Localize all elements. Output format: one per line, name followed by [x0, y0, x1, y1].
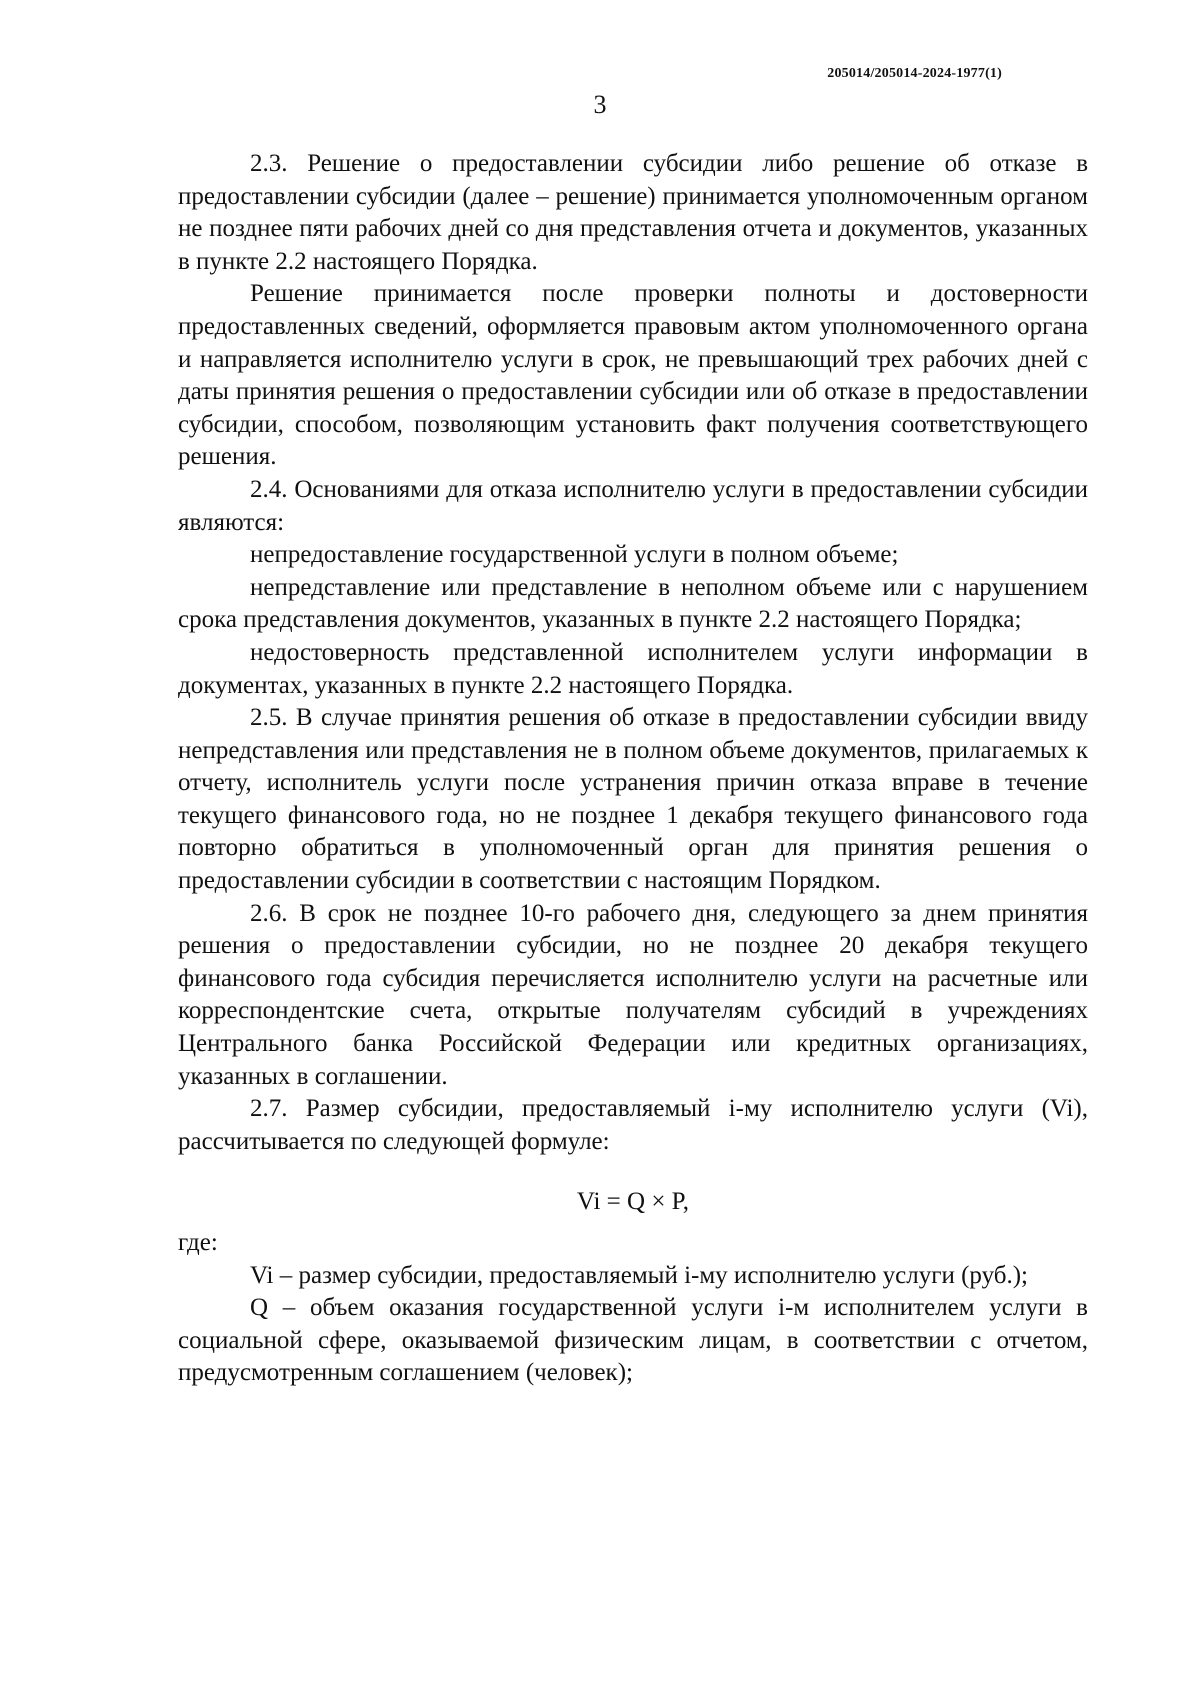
list-item-grounds-1: непредоставление государственной услуги в полном объеме; [250, 541, 899, 569]
paragraph-2-4: 2.4. Основаниями для отказа исполнителю услуги в предоставлении субсидии являются: [178, 475, 1088, 536]
formula: Vi = Q × P, [576, 1188, 690, 1216]
list-item-grounds-3: недостоверность представленной исполнителем услуги информации в документах, указанных в пункте 2.2 настоящего Порядка. [178, 638, 1088, 699]
page-number: 3 [593, 90, 607, 119]
where-label: где: [178, 1229, 218, 1256]
definition-q: Q – объем оказания государственной услуги i-м исполнителем услуги в социальной сфере, оказываемой физическим лицам, в соответствии с отчетом, предусмотренным соглашением (человек); [178, 1294, 1088, 1387]
paragraph-decision: Решение принимается после проверки полноты и достоверности предоставленных сведений, оформляется правовым актом уполномоченного органа и направляется исполнителю услуги в срок, не превышающий трех рабочих дней с даты принятия решения о предоставлении субсидии или об отказе в предоставлении субсидии, способом, позволяющим установить факт получения соответствующего решения. [178, 280, 1088, 471]
document-id: 205014/205014-2024-1977(1) [827, 66, 1002, 81]
paragraph-2-6: 2.6. В срок не позднее 10-го рабочего дня, следующего за днем принятия решения о предоставлении субсидии, но не позднее 20 декабря текущего финансового года субсидия перечисляется исполнителю услуги на расчетные или корреспондентские счета, открытые получателям субсидий в учреждениях Центрального банка Российской Федерации или кредитных организациях, указанных в соглашении. [178, 899, 1088, 1090]
paragraph-2-7: 2.7. Размер субсидии, предоставляемый i-му исполнителю услуги (Vi), рассчитывается по следующей формуле: [178, 1095, 1088, 1155]
definition-vi: Vi – размер субсидии, предоставляемый i-му исполнителю услуги (руб.); [250, 1261, 1028, 1289]
paragraph-2-3: 2.3. Решение о предоставлении субсидии либо решение об отказе в предоставлении субсидии (далее – решение) принимается уполномоченным органом не позднее пяти рабочих дней со дня представления отчета и документов, указанных в пункте 2.2 настоящего Порядка. [178, 150, 1088, 275]
document-body [178, 148, 1088, 1390]
list-item-grounds-2: непредставление или представление в неполном объеме или с нарушением срока представления документов, указанных в пункте 2.2 настоящего Порядка; [178, 573, 1088, 634]
paragraph-2-5: 2.5. В случае принятия решения об отказе в предоставлении субсидии ввиду непредставления или представления не в полном объеме документов, прилагаемых к отчету, исполнитель услуги после устранения причин отказа вправе в течение текущего финансового года, но не позднее 1 декабря текущего финансового года повторно обратиться в уполномоченный орган для принятия решения о предоставлении субсидии в соответствии с настоящим Порядком. [178, 704, 1088, 895]
